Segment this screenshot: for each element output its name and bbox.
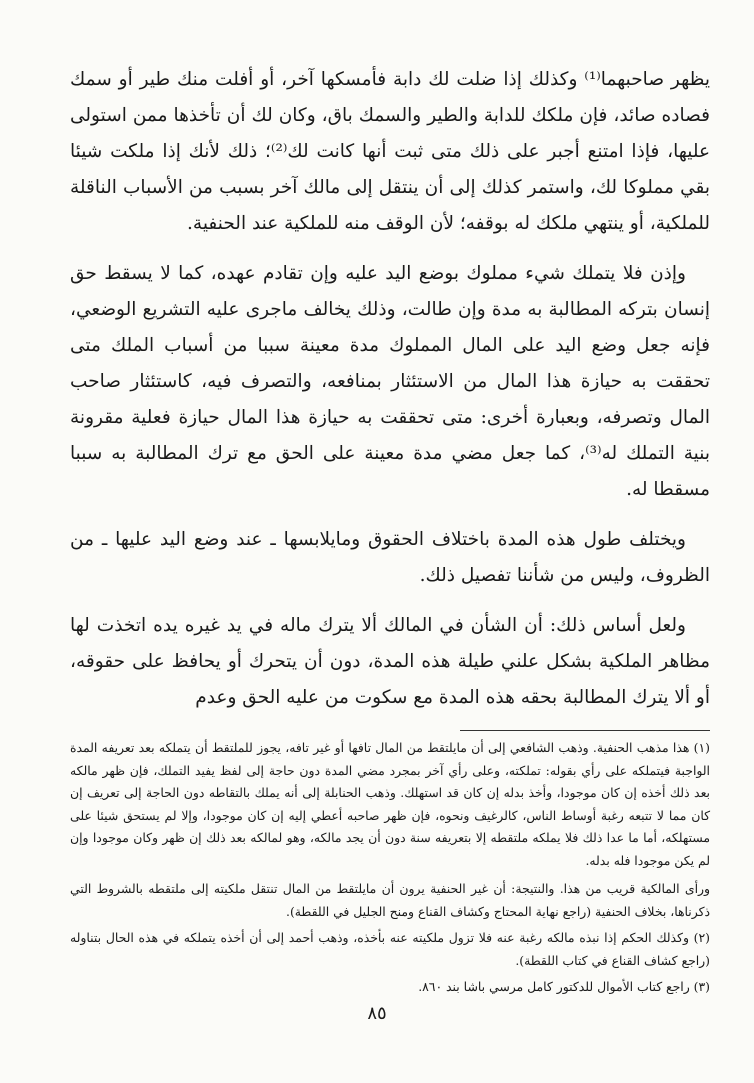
footnote: (٣) راجع كتاب الأموال للدكتور كامل مرسي باشا بند ٨٦٠.	[418, 979, 710, 994]
page-number: ٨٥	[367, 1003, 387, 1024]
footnote: (٢) وكذلك الحكم إذا نبذه مالكه رغبة عنه فلا تزول ملكيته عنه بأخذه، وذهب أحمد إلى أن أخذه يتملكه في هذه الحال بتناوله (راجع كشاف القناع في كتاب اللقطة).	[70, 930, 710, 968]
paragraph: وإذن فلا يتملك شيء مملوك بوضع اليد عليه وإن تقادم عهده، كما لا يسقط حق إنسان بتركه المطالبة به مدة وإن طالت، وذلك يخالف ماجرى عليه التشريع الوضعي، فإنه جعل وضع اليد على المال المملوك مدة معينة سببا من أسباب الملك متى تحققت به حيازة هذا المال من الاستئثار بمنافعه، والتصرف فيه، كاستئثار صاحب المال وتصرفه، وبعبارة أخرى: متى تحققت به حيازة هذا المال حيازة فعلية مقرونة بنية التملك له⁽³⁾، كما جعل مضي مدة معينة على الحق مع ترك المطالبة به سببا مسقطا له.	[70, 263, 710, 500]
footnote: (١) هذا مذهب الحنفية. وذهب الشافعي إلى أن مايلتقط من المال تافها أو غير تافه، يجوز للملتقط أن يتملكه بعد تعريفه المدة الواجبة فيتملكه على رأي بقوله: تملكته، وعلى رأي آخر بمجرد مضي المدة دون حاجة إلى لفظ يفيد التملك، فإن ظهر مالكه بعد ذلك أخذه إن كان موجودا، وأخذ بدله إن كان قد استهلك. وذهب الحنابلة إلى أنه يملك بالتقاطه دون الحاجة إلى تعريف إن كان مما لا تتبعه رغبة أوساط الناس، كالرغيف ونحوه، فإن ظهر صاحبه أعطي إليه إن كان موجودا، وإلا لم يستحق شيئا على مستهلكه، أما ما عدا ذلك فلا يملكه ملتقطه إلا بتعريفه سنة دون أن يجد مالكه، وهو لمالكه بعد ذلك إن ظهر وكان موجودا وإن لم يكن موجودا فله بدله.	[70, 740, 710, 868]
page-body	[70, 62, 710, 1003]
paragraph: ويختلف طول هذه المدة باختلاف الحقوق ومايلابسها ـ عند وضع اليد عليها ـ من الظروف، وليس من شأننا تفصيل ذلك.	[70, 529, 710, 586]
paragraph: ولعل أساس ذلك: أن الشأن في المالك ألا يترك ماله في يد غيره يده اتخذت لها مظاهر الملكية بشكل علني طيلة هذه المدة، دون أن يتحرك أو يحافظ على حقوقه، أو ألا يترك المطالبة بحقه هذه المدة مع سكوت من عليه الحق وعدم	[70, 615, 710, 708]
paragraph: يظهر صاحبهما⁽¹⁾ وكذلك إذا ضلت لك دابة فأمسكها آخر، أو أفلت منك طير أو سمك فصاده صائد، فإن ملكك للدابة والطير والسمك باق، وكان لك أن تأخذها ممن استولى عليها، فإذا امتنع أجبر على ذلك متى ثبت أنها كانت لك⁽²⁾؛ ذلك لأنك إذا ملكت شيئا بقي مملوكا لك، واستمر كذلك إلى أن ينتقل إلى مالك آخر بسبب من الأسباب الناقلة للملكية، أو ينتهي ملكك له بوقفه؛ لأن الوقف منه للملكية عند الحنفية.	[70, 69, 710, 234]
footnote-divider	[460, 730, 710, 731]
footnote: ورأى المالكية قريب من هذا. والنتيجة: أن غير الحنفية يرون أن مايلتقط من المال تنتقل ملكيته إلى ملتقطه بالشروط التي ذكرناها، بخلاف الحنفية (راجع نهاية المحتاج وكشاف القناع ومنح الجليل في اللقطة).	[70, 881, 710, 919]
